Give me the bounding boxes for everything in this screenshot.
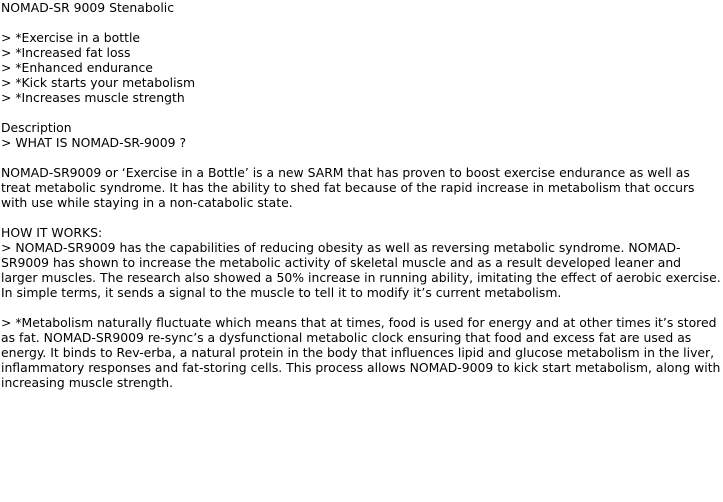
feature-item: > *Kick starts your metabolism <box>1 75 196 90</box>
spacer <box>1 15 721 30</box>
feature-list <box>1 30 721 105</box>
spacer <box>1 150 721 165</box>
description-label: Description <box>1 120 72 135</box>
intro-paragraph: NOMAD-SR9009 or ‘Exercise in a Bottle’ is a new SARM that has proven to boost exercise endurance as well as treat metabolic syndrome. It has the ability to shed fat because of the rapid increase in metabolism that occurs with use while staying in a non-catabolic state. <box>1 165 695 210</box>
spacer <box>1 105 721 120</box>
feature-item: > *Increased fat loss <box>1 45 131 60</box>
feature-item: > *Exercise in a bottle <box>1 30 141 45</box>
what-is-heading: > WHAT IS NOMAD-SR-9009 ? <box>1 135 187 150</box>
how-it-works-heading: HOW IT WORKS: <box>1 225 103 240</box>
product-title: NOMAD-SR 9009 Stenabolic <box>1 0 175 15</box>
how-it-works-paragraph: > NOMAD-SR9009 has the capabilities of reducing obesity as well as reversing metabolic syndrome. NOMAD-SR9009 has shown to increase the metabolic activity of skeletal muscle and as a result developed leaner and larger muscles. The research also showed a 50% increase in running ability, imitating the effect of aerobic exercise. In simple terms, it sends a signal to the muscle to tell it to modify it’s current metabolism. <box>1 240 721 300</box>
feature-item: > *Increases muscle strength <box>1 90 185 105</box>
metabolism-paragraph: > *Metabolism naturally fluctuate which means that at times, food is used for energy and at other times it’s stored as fat. NOMAD-SR9009 re-sync’s a dysfunctional metabolic clock ensuring that food and excess fat are used as energy. It binds to Rev-erba, a natural protein in the body that influences lipid and glucose metabolism in the liver, inflammatory responses and fat-storing cells. This process allows NOMAD-9009 to kick start metabolism, along with increasing muscle strength. <box>1 315 721 390</box>
spacer <box>1 210 721 225</box>
spacer <box>1 300 721 315</box>
feature-item: > *Enhanced endurance <box>1 60 153 75</box>
